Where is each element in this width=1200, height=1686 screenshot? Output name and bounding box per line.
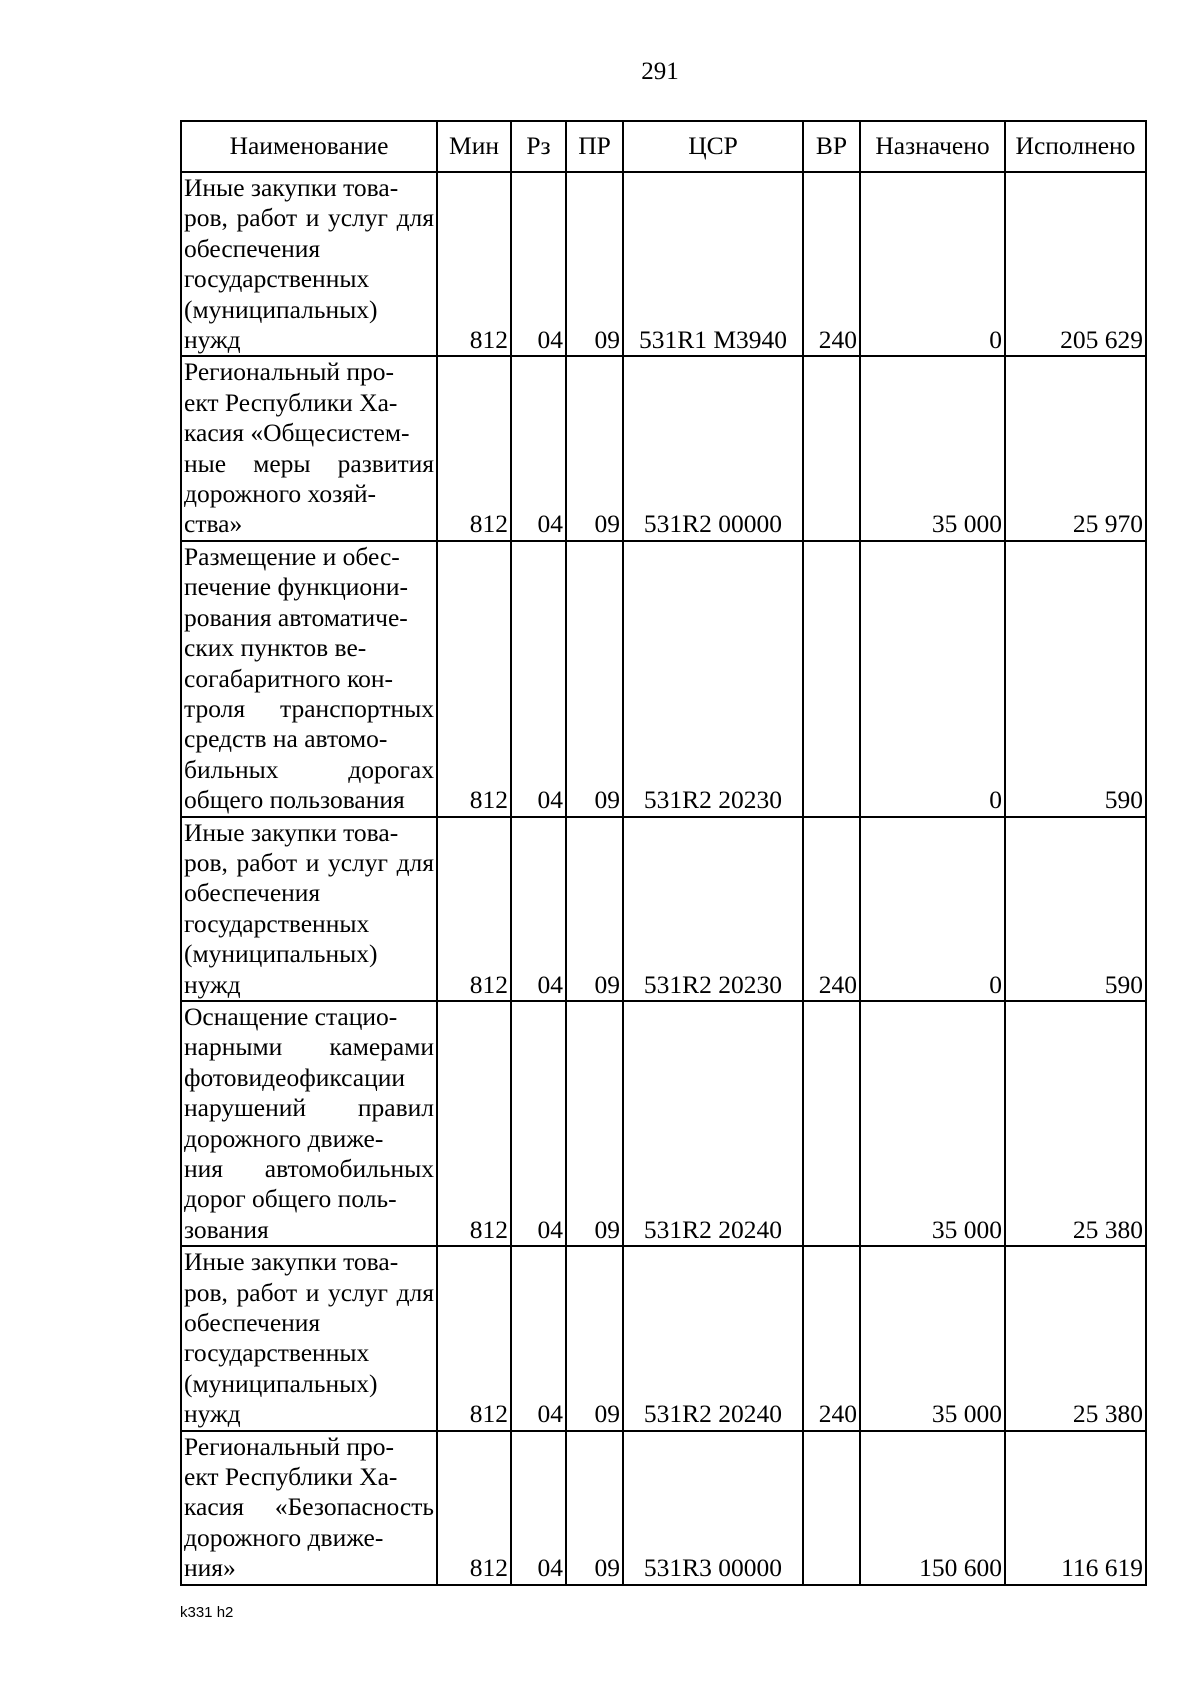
cell-vr: 240: [803, 817, 860, 1001]
cell-pr: 09: [566, 1431, 623, 1585]
cell-rz: 04: [511, 1431, 566, 1585]
header-min: Мин: [437, 121, 511, 172]
cell-pr: 09: [566, 541, 623, 817]
header-vr: ВР: [803, 121, 860, 172]
table-row: [181, 817, 1146, 1001]
cell-executed: 25 380: [1005, 1246, 1146, 1430]
cell-name: Иные закупки това- ров, работ и услуг для обеспечения государственных (муниципальных) нужд: [181, 817, 437, 1001]
cell-rz: 04: [511, 817, 566, 1001]
cell-vr: [803, 1431, 860, 1585]
cell-assigned: 35 000: [860, 1246, 1005, 1430]
cell-csr: 531R2 20240: [623, 1001, 803, 1246]
cell-assigned: 0: [860, 172, 1005, 356]
cell-assigned: 35 000: [860, 1001, 1005, 1246]
cell-pr: 09: [566, 1001, 623, 1246]
header-executed: Исполнено: [1005, 121, 1146, 172]
table-row: [181, 541, 1146, 817]
cell-vr: [803, 1001, 860, 1246]
table-row: [181, 1001, 1146, 1246]
budget-table: [180, 120, 1147, 1586]
cell-min: 812: [437, 1431, 511, 1585]
cell-pr: 09: [566, 817, 623, 1001]
cell-vr: [803, 541, 860, 817]
page-number: 291: [641, 58, 679, 85]
cell-executed: 25 380: [1005, 1001, 1146, 1246]
cell-executed: 205 629: [1005, 172, 1146, 356]
cell-csr: 531R2 20230: [623, 817, 803, 1001]
cell-vr: 240: [803, 172, 860, 356]
cell-name: Иные закупки това- ров, работ и услуг для обеспечения государственных (муниципальных) нужд: [181, 172, 437, 356]
cell-name: Оснащение стацио- нарными камерами фотовидеофиксации нарушений правил дорожного движе- ния автомобильных дорог общего поль- зования: [181, 1001, 437, 1246]
cell-min: 812: [437, 356, 511, 540]
cell-min: 812: [437, 1246, 511, 1430]
cell-csr: 531R3 00000: [623, 1431, 803, 1585]
cell-min: 812: [437, 172, 511, 356]
cell-name: Региональный про- ект Республики Ха- касия «Общесистем- ные меры развития дорожного хозяй- ства»: [181, 356, 437, 540]
cell-pr: 09: [566, 1246, 623, 1430]
cell-min: 812: [437, 541, 511, 817]
table-row: [181, 1431, 1146, 1585]
cell-min: 812: [437, 1001, 511, 1246]
cell-rz: 04: [511, 1001, 566, 1246]
document-code: k331 h2: [180, 1604, 234, 1621]
cell-min: 812: [437, 817, 511, 1001]
table-row: [181, 1246, 1146, 1430]
cell-vr: [803, 356, 860, 540]
header-name: Наименование: [181, 121, 437, 172]
cell-csr: 531R1 M3940: [623, 172, 803, 356]
cell-assigned: 0: [860, 817, 1005, 1001]
cell-assigned: 35 000: [860, 356, 1005, 540]
cell-rz: 04: [511, 172, 566, 356]
cell-name: Иные закупки това- ров, работ и услуг для обеспечения государственных (муниципальных) нужд: [181, 1246, 437, 1430]
cell-assigned: 150 600: [860, 1431, 1005, 1585]
header-rz: Рз: [511, 121, 566, 172]
cell-executed: 590: [1005, 541, 1146, 817]
header-assigned: Назначено: [860, 121, 1005, 172]
table-row: [181, 356, 1146, 540]
cell-pr: 09: [566, 356, 623, 540]
cell-executed: 116 619: [1005, 1431, 1146, 1585]
cell-vr: 240: [803, 1246, 860, 1430]
table-header-row: [181, 121, 1146, 172]
table-body: [181, 172, 1146, 1585]
cell-csr: 531R2 20240: [623, 1246, 803, 1430]
header-csr: ЦСР: [623, 121, 803, 172]
cell-name: Региональный про- ект Республики Ха- касия «Безопасность дорожного движе- ния»: [181, 1431, 437, 1585]
cell-rz: 04: [511, 1246, 566, 1430]
table-row: [181, 172, 1146, 356]
cell-executed: 25 970: [1005, 356, 1146, 540]
cell-csr: 531R2 20230: [623, 541, 803, 817]
cell-pr: 09: [566, 172, 623, 356]
cell-csr: 531R2 00000: [623, 356, 803, 540]
cell-assigned: 0: [860, 541, 1005, 817]
cell-executed: 590: [1005, 817, 1146, 1001]
cell-name: Размещение и обес- печение функциони- рования автоматиче- ских пунктов ве- согабаритного кон- троля транспортных средств на автомо- бильных дорогах общего пользования: [181, 541, 437, 817]
cell-rz: 04: [511, 356, 566, 540]
header-pr: ПР: [566, 121, 623, 172]
cell-rz: 04: [511, 541, 566, 817]
